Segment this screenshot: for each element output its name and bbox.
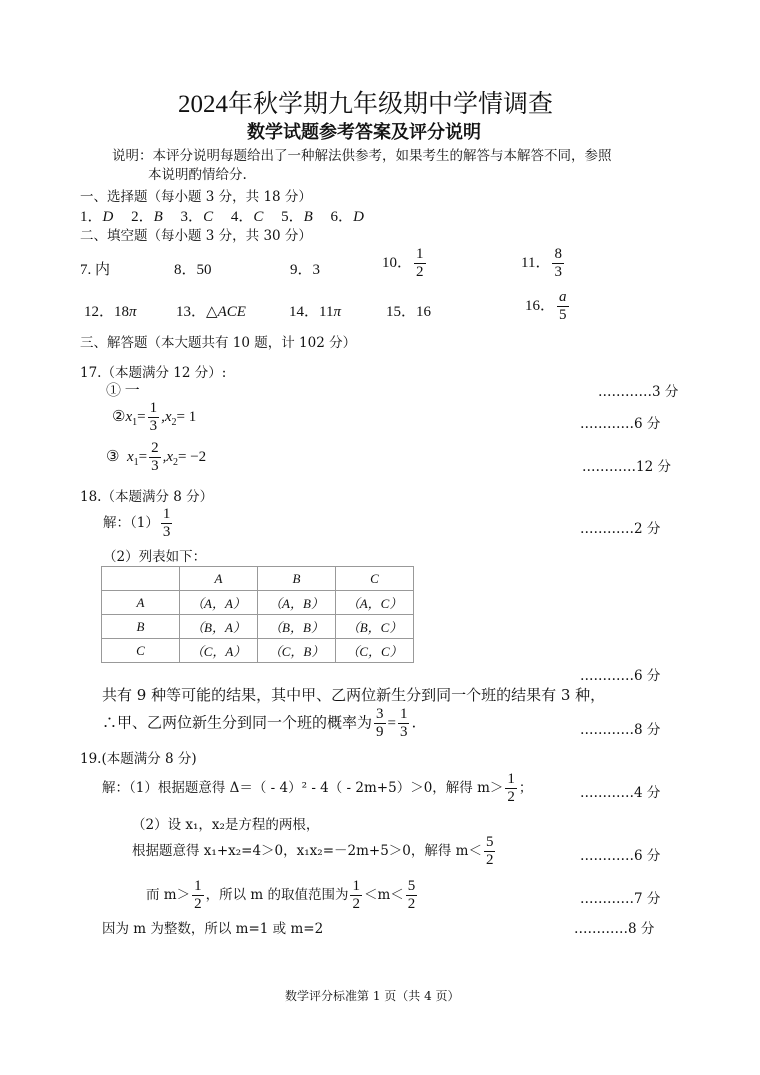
table-cell: （B，C） <box>336 615 414 639</box>
fill-q7: 7. 内 <box>80 262 111 278</box>
q19-part-2: （2）设 x₁，x₂是方程的两根， <box>132 817 320 833</box>
table-header-row <box>102 567 414 591</box>
q18-part-2: （2）列表如下： <box>103 549 207 565</box>
q19-part-1: 解：（1）根据题意得 Δ＝（ - 4）² - 4（ - 2m+5）＞0，解得 m＞ $\frac{1}{2}$ ； <box>102 771 533 805</box>
fill-q16: 16． $\frac{a}{5}$ <box>525 289 567 323</box>
choice-2: 2．B <box>131 209 163 225</box>
table-header: B <box>258 567 336 591</box>
q19-score-3: …………7 分 <box>580 891 661 907</box>
fill-q11: 11． $\frac{8}{3}$ <box>521 246 562 280</box>
q17-heading: 17.（本题满分 12 分）: <box>80 365 227 381</box>
q19-part-5: 因为 m 为整数，所以 m=1 或 m=2 <box>102 921 324 937</box>
table-cell <box>102 567 180 591</box>
table-header: A <box>180 567 258 591</box>
choice-4: 4．C <box>230 209 264 225</box>
section-2-heading: 二、填空题（每小题 3 分，共 30 分） <box>80 228 312 244</box>
choice-3: 3．C <box>180 209 214 225</box>
table-cell: C <box>102 639 180 663</box>
q17-score-1: …………3 分 <box>598 384 679 400</box>
q17-score-2: …………6 分 <box>580 416 661 432</box>
table-cell: （B，B） <box>258 615 336 639</box>
q19-score-1: …………4 分 <box>580 785 661 801</box>
table-cell: B <box>102 615 180 639</box>
table-cell: （B，A） <box>180 615 258 639</box>
table-cell: （A，B） <box>258 591 336 615</box>
note-line-1: 说明：本评分说明每题给出了一种解法供参考，如果考生的解答与本解答不同，参照 <box>112 148 612 164</box>
choice-6: 6．D <box>330 209 364 225</box>
table-row <box>102 591 414 615</box>
q18-part-1: 解：（1） $\frac{1}{3}$ <box>103 506 171 540</box>
fill-q13: 13．△ACE <box>176 304 246 320</box>
fill-q10: 10． $\frac{1}{2}$ <box>382 246 424 280</box>
fill-q8: 8．50 <box>174 262 212 278</box>
q18-heading: 18.（本题满分 8 分） <box>80 489 214 505</box>
choice-answers <box>80 205 364 226</box>
q18-result-1: 共有 9 种等可能的结果，其中甲、乙两位新生分到同一个班的结果有 3 种， <box>102 686 606 704</box>
q18-score-table: …………6 分 <box>580 668 661 684</box>
choice-5: 5．B <box>281 209 313 225</box>
fill-q9: 9．3 <box>290 262 321 278</box>
table-header: C <box>336 567 414 591</box>
fill-q14: 14．11π <box>289 304 341 320</box>
fill-q15: 15．16 <box>386 304 432 320</box>
page-footer: 数学评分标准第 1 页（共 4 页） <box>285 989 460 1003</box>
page-title: 2024年秋学期九年级期中学情调查 <box>178 91 554 118</box>
table-row <box>102 615 414 639</box>
q18-result-2: ∴甲、乙两位新生分到同一个班的概率为 $\frac{3}{9}$ = $\frac{1}{3}$ . <box>102 706 417 740</box>
fill-q12: 12．18π <box>84 304 137 320</box>
table-cell: （A，C） <box>336 591 414 615</box>
q17-part-1: ① 一 <box>106 383 140 399</box>
choice-1: 1．D <box>80 209 114 225</box>
q19-score-4: …………8 分 <box>574 921 655 937</box>
q19-part-3: 根据题意得 x₁+x₂=4＞0，x₁x₂=－2m+5＞0，解得 m＜ $\frac{5}{2}$ <box>132 834 494 868</box>
table-cell: （A，A） <box>180 591 258 615</box>
q19-heading: 19.(本题满分 8 分) <box>80 751 197 767</box>
q19-score-2: …………6 分 <box>580 848 661 864</box>
q19-part-4: 而 m＞ $\frac{1}{2}$ ，所以 m 的取值范围为 $\frac{1}{2}$ ＜m＜ $\frac{5}{2}$ <box>146 878 416 912</box>
page-subtitle: 数学试题参考答案及评分说明 <box>247 122 481 143</box>
q17-score-3: …………12 分 <box>582 459 671 475</box>
q18-score-1: …………2 分 <box>580 521 661 537</box>
q18-score-end: …………8 分 <box>580 722 661 738</box>
table-cell: （C，A） <box>180 639 258 663</box>
note-line-2: 本说明酌情给分. <box>148 167 247 183</box>
section-3-heading: 三、解答题（本大题共有 10 题，计 102 分） <box>80 335 357 351</box>
section-1-heading: 一、选择题（每小题 3 分，共 18 分） <box>80 189 312 205</box>
table-cell: （C，C） <box>336 639 414 663</box>
table-row <box>102 639 414 663</box>
table-cell: （C，B） <box>258 639 336 663</box>
outcome-table <box>101 566 414 663</box>
q17-part-3: ③ $x_1=$ $\frac{2}{3}$ $,x_2= -2$ <box>106 440 207 474</box>
table-cell: A <box>102 591 180 615</box>
q17-part-2: $②x_1=$ $\frac{1}{3}$ $,x_2= 1$ <box>112 400 197 434</box>
